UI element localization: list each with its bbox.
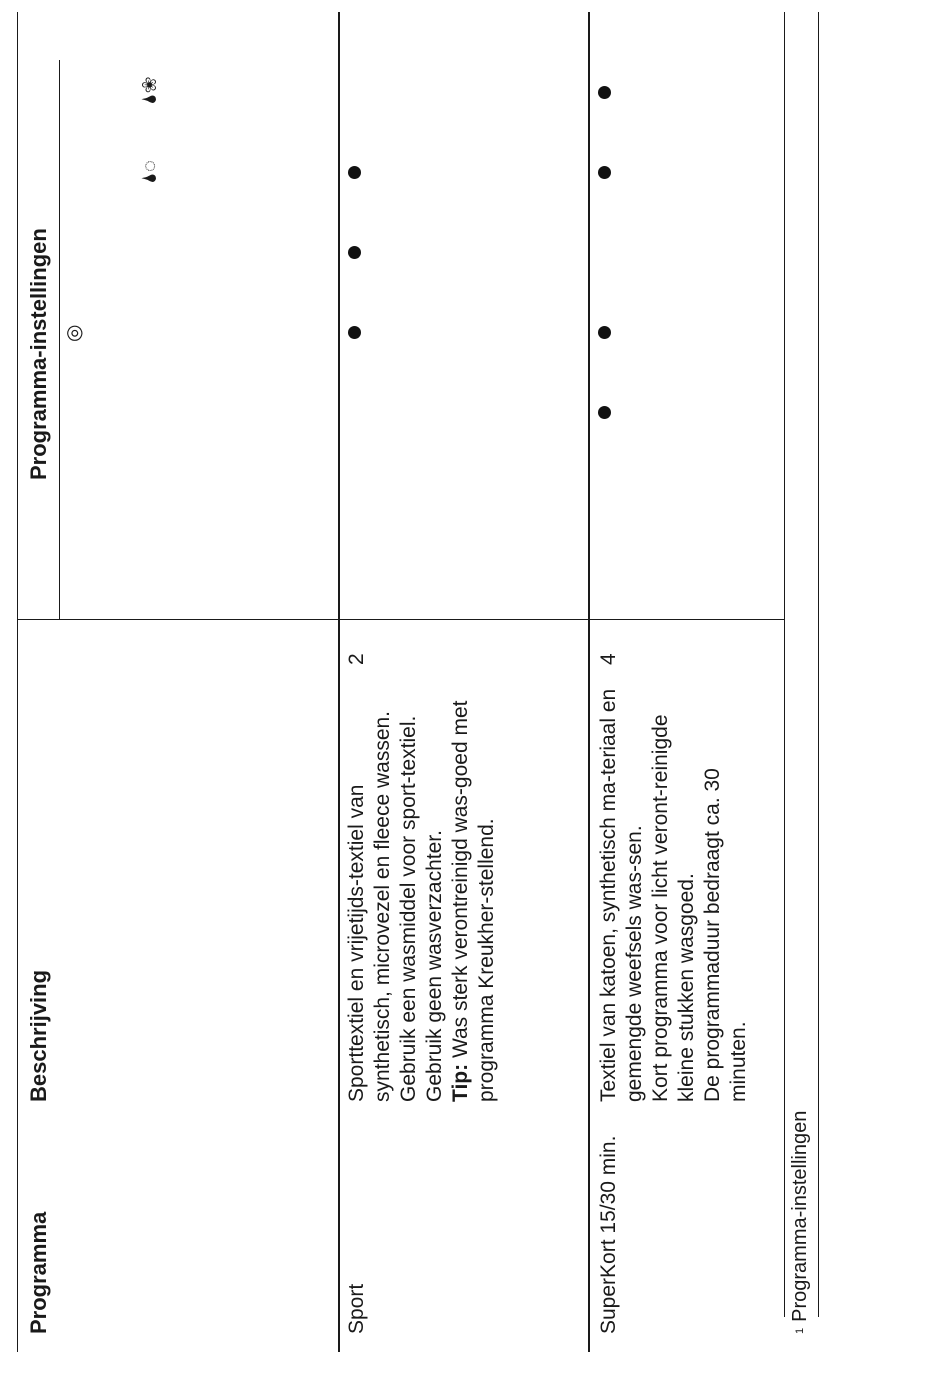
table-top-rule [17, 12, 18, 1352]
table-row-program: SuperKort 15/30 min. [597, 1135, 620, 1334]
description-line: Gebruik geen wasverzachter. [423, 830, 446, 1102]
tip-paragraph [448, 682, 500, 1102]
page-bottom-rule [818, 12, 819, 1317]
extra-rinse-icon: 🌢❀ [139, 76, 161, 105]
prewash-icon: ◎ [63, 324, 85, 342]
setting-dot [348, 166, 361, 179]
intensive-plus-icon: 🌢◌ [139, 160, 161, 184]
settings-column-divider [17, 619, 785, 620]
setting-dot [598, 86, 611, 99]
setting-dot [598, 406, 611, 419]
description-line: Kort programma voor licht veront-reinigde kleine stukken wasgoed. [649, 714, 698, 1102]
table-row-description [344, 682, 500, 1102]
table-row-number: 4 [597, 653, 620, 665]
setting-dot [598, 166, 611, 179]
description-line: Gebruik een wasmiddel voor sport-textiel. [397, 715, 420, 1102]
description-line: Sporttextiel en vrijetijds-textiel van synthetisch, microvezel en fleece wassen. [345, 710, 394, 1102]
tip-label: Tip: [449, 1063, 472, 1102]
settings-subheader-rule [59, 60, 60, 620]
footnote [788, 1111, 812, 1334]
table-row-number: 2 [345, 653, 368, 665]
row-divider [338, 12, 340, 1352]
table-row-description [596, 682, 752, 1102]
header-beschrijving: Beschrijving [26, 969, 51, 1102]
table-row-program: Sport [345, 1283, 368, 1334]
footnote-marker: 1 [794, 1327, 806, 1334]
row-divider [588, 12, 590, 1352]
header-programma-instellingen: Programma-instellingen [26, 228, 51, 480]
setting-dot [598, 326, 611, 339]
description-line: De programmaduur bedraagt ca. 30 minuten. [701, 768, 750, 1102]
description-line: Textiel van katoen, synthetisch ma-teriaal en gemengde weefsels was-sen. [597, 688, 646, 1102]
setting-dot [348, 326, 361, 339]
tip-text: Was sterk verontreinigd was-goed met programma Kreukher-stellend. [449, 700, 498, 1102]
setting-dot [348, 246, 361, 259]
table-bottom-rule [784, 12, 785, 1317]
footnote-text: Programma-instellingen [789, 1110, 811, 1322]
header-programma: Programma [26, 1211, 51, 1334]
